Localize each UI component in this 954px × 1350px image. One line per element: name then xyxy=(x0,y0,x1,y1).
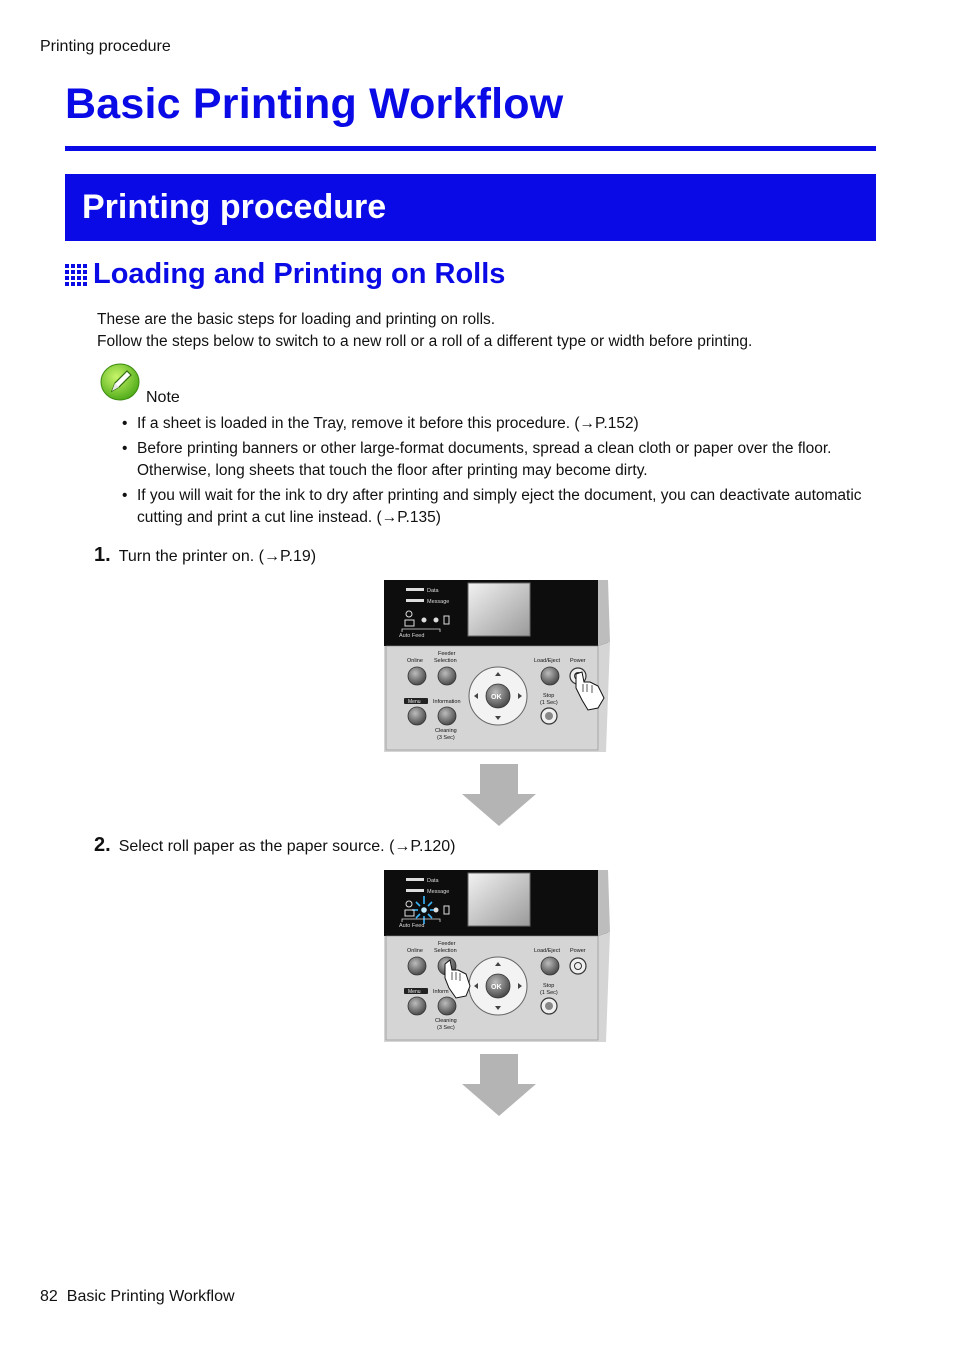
cleaning-label-2: (3 Sec) xyxy=(437,735,455,741)
online-label: Online xyxy=(407,658,423,664)
power-label: Power xyxy=(570,948,586,954)
message-lamp-label: Message xyxy=(427,599,450,605)
menu-label: Menu xyxy=(408,699,421,705)
cleaning-label-1: Cleaning xyxy=(435,1018,457,1024)
footer-chapter: Basic Printing Workflow xyxy=(66,1288,235,1305)
cleaning-label-1: Cleaning xyxy=(435,728,457,734)
cleaning-label-2: (3 Sec) xyxy=(437,1025,455,1031)
chapter-rule xyxy=(65,146,876,151)
information-label: Inform xyxy=(433,989,449,995)
control-panel-illustration-power xyxy=(384,580,614,753)
stop-label-2: (1 Sec) xyxy=(540,700,558,706)
feeder-label-1: Feeder xyxy=(438,941,456,947)
intro-line: Follow the steps below to switch to a new roll or a roll of a different type or width before printing. xyxy=(97,333,753,350)
load-eject-label: Load/Eject xyxy=(534,658,560,664)
intro-text xyxy=(97,309,752,353)
note-item: • If a sheet is loaded in the Tray, remove it before this procedure. (→P.152) xyxy=(122,413,882,435)
feeder-label-2: Selection xyxy=(434,948,457,954)
data-lamp-label: Data xyxy=(427,878,439,884)
grid-icon xyxy=(65,264,87,286)
step-number: 2. xyxy=(94,834,111,856)
feeder-label-2: Selection xyxy=(434,658,457,664)
stop-label-1: Stop xyxy=(543,983,555,989)
load-eject-label: Load/Eject xyxy=(534,948,560,954)
step-number: 1. xyxy=(94,544,111,566)
step-text: Select roll paper as the paper source. (→P.120) xyxy=(118,838,456,855)
page-footer xyxy=(40,1288,235,1306)
down-arrow-icon xyxy=(462,764,536,826)
data-lamp-label: Data xyxy=(427,588,439,594)
information-label: Information xyxy=(433,699,461,705)
menu-label: Menu xyxy=(408,989,421,995)
stop-label-2: (1 Sec) xyxy=(540,990,558,996)
note-item: • If you will wait for the ink to dry after printing and simply eject the document, you can deactivate automatic cutting and print a cut line instead. (→P.135) xyxy=(122,485,882,529)
intro-line: These are the basic steps for loading and printing on rolls. xyxy=(97,311,496,328)
chapter-title: Basic Printing Workflow xyxy=(65,80,564,128)
pencil-note-icon xyxy=(100,362,140,402)
ok-label: OK xyxy=(491,984,502,991)
section-title: Printing procedure xyxy=(82,188,387,226)
section-banner xyxy=(65,174,876,241)
step-2 xyxy=(94,834,455,857)
control-panel-illustration-feeder xyxy=(384,870,614,1043)
note-label: Note xyxy=(146,389,180,406)
page-number: 82 xyxy=(40,1288,58,1305)
online-label: Online xyxy=(407,948,423,954)
step-text: Turn the printer on. (→P.19) xyxy=(118,548,317,565)
subsection-title: Loading and Printing on Rolls xyxy=(93,258,506,290)
auto-feed-label: Auto Feed xyxy=(399,923,425,929)
feeder-label-1: Feeder xyxy=(438,651,456,657)
note-list xyxy=(122,413,882,532)
subsection-heading xyxy=(65,258,505,291)
message-lamp-label: Message xyxy=(427,889,450,895)
down-arrow-icon xyxy=(462,1054,536,1116)
ok-label: OK xyxy=(491,694,502,701)
running-head: Printing procedure xyxy=(40,38,171,55)
auto-feed-label: Auto Feed xyxy=(399,633,425,639)
stop-label-1: Stop xyxy=(543,693,555,699)
note-item: • Before printing banners or other large-format documents, spread a clean cloth or paper over the floor. Otherwise, long sheets that touch the floor after printing may become dirty. xyxy=(122,438,882,482)
step-1 xyxy=(94,544,316,567)
power-label: Power xyxy=(570,658,586,664)
